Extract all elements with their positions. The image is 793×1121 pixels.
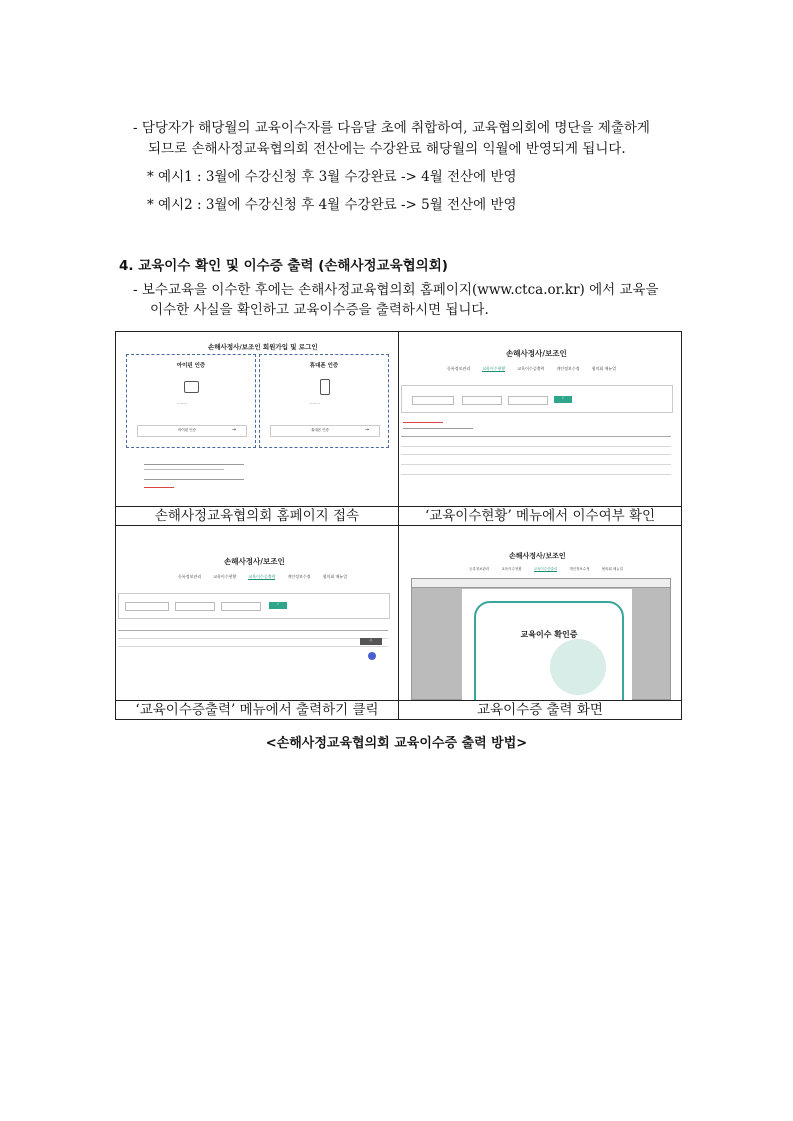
phone-box — [259, 354, 389, 448]
shot3-menu: 등록정보관리 교육이수현황 교육이수증출력 개인정보수정 협의회 매뉴얼 — [178, 574, 348, 579]
ipin-note: ········ — [177, 401, 188, 406]
shot2-menu: 등록정보관리 교육이수현황 교육이수증출력 개인정보수정 협의회 매뉴얼 — [447, 366, 617, 371]
screenshot-print — [116, 526, 398, 700]
select-2[interactable] — [462, 396, 502, 405]
example-2: * 예시2 : 3월에 수강신청 후 4월 수강완료 -> 5월 전산에 반영 — [147, 197, 517, 213]
pagination[interactable] — [368, 652, 376, 660]
caption-3: ‘교육이수증출력’ 메뉴에서 출력하기 클릭 — [116, 700, 398, 719]
shot4-menu: 등록정보관리 교육이수현황 교육이수증출력 개인정보수정 협의회 매뉴얼 — [469, 567, 623, 571]
monitor-icon — [184, 381, 199, 393]
certificate-page — [462, 589, 632, 700]
section-line-1: - 보수교육을 이수한 후에는 손해사정교육협의회 홈페이지(www.ctca.or.kr) 에서 교육을 — [133, 282, 659, 298]
caption-2: ‘교육이수현황’ 메뉴에서 이수여부 확인 — [399, 506, 681, 525]
ipin-box — [126, 354, 256, 448]
ipin-title: 아이핀 인증 — [176, 363, 206, 369]
print-button[interactable]: ⎙ — [360, 638, 382, 645]
example-1: * 예시1 : 3월에 수강신청 후 3월 수강완료 -> 4월 전산에 반영 — [147, 169, 517, 185]
select-3[interactable] — [508, 396, 548, 405]
caption-4: 교육이수증 출력 화면 — [399, 700, 681, 719]
ipin-button[interactable]: 아이핀 인증 → — [137, 425, 247, 437]
search-button[interactable]: ✓ — [554, 396, 572, 403]
phone-note: ········ — [310, 401, 321, 406]
arrow-right-icon: → — [231, 427, 236, 433]
select-3[interactable] — [221, 602, 261, 611]
filter-bar — [118, 593, 390, 619]
shot1-title: 손해사정사/보조인 회원가입 및 로그인 — [208, 343, 318, 351]
select-1[interactable] — [125, 602, 169, 611]
figure-caption: <손해사정교육협의회 교육이수증 출력 방법> — [265, 736, 528, 751]
search-button[interactable]: ✓ — [269, 602, 287, 609]
shot3-title: 손해사정사/보조인 — [224, 557, 285, 566]
arrow-right-icon: → — [364, 427, 369, 433]
watermark-seal — [550, 639, 606, 695]
certificate-border — [474, 601, 624, 700]
section-line-2: 이수한 사실을 확인하고 교육이수증을 출력하시면 됩니다. — [150, 302, 489, 318]
screenshot-certificate — [399, 526, 681, 700]
screenshot-status — [399, 332, 681, 506]
pdf-toolbar — [412, 579, 670, 588]
intro-line-1: - 담당자가 해당월의 교육이수자를 다음달 초에 취합하여, 교육협의회에 명단을 제출하게 — [133, 120, 650, 136]
shot4-title: 손해사정사/보조인 — [509, 552, 566, 560]
section-heading: 4. 교육이수 확인 및 이수증 출력 (손해사정교육협의회) — [119, 258, 448, 274]
screenshot-grid — [115, 331, 682, 720]
certificate-title: 교육이수 확인증 — [520, 630, 578, 639]
select-1[interactable] — [412, 396, 454, 405]
select-2[interactable] — [175, 602, 215, 611]
phone-icon — [320, 379, 330, 395]
filter-bar — [401, 385, 673, 413]
phone-title: 휴대폰 인증 — [309, 363, 339, 369]
screenshot-login — [116, 332, 398, 506]
intro-line-2: 되므로 손해사정교육협의회 전산에는 수강완료 해당월의 익월에 반영되게 됩니다. — [148, 141, 626, 157]
shot2-title: 손해사정사/보조인 — [506, 349, 567, 358]
pdf-viewer — [411, 578, 671, 700]
caption-1: 손해사정교육협의회 홈페이지 접속 — [116, 506, 398, 525]
phone-button[interactable]: 휴대폰 인증 → — [270, 425, 380, 437]
